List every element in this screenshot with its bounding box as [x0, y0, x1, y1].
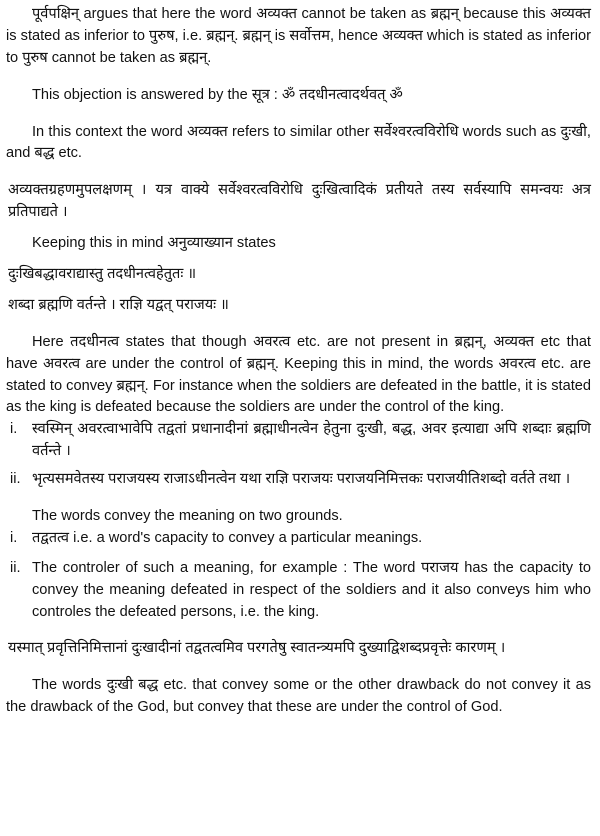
sanskrit-verse-line-2: शब्दा ब्रह्मणि वर्तन्ते । राज्ञि यद्वत् पराजयः ॥: [8, 296, 229, 313]
grounds-list: [6, 528, 591, 624]
list-item-number: i.: [10, 421, 18, 438]
list-item-number: ii.: [10, 471, 21, 488]
paragraph-anuvyakhyana: Keeping this in mind अनुव्याख्यान states: [32, 235, 276, 252]
sanskrit-passage-2: यस्मात् प्रवृत्तिनिमित्तानां दुःखादीनां तद्वतत्वमिव परगतेषु स्वातन्त्र्यमपि दुख्याद्विशब्दप्रवृत्तेः कारणम् ।: [8, 640, 506, 657]
list-item: [6, 528, 591, 550]
paragraph-conclusion: The words दुःखी बद्ध etc. that convey some or the other drawback do not convey it as the drawback of the God, but convey that these are under the control of God.: [6, 677, 591, 716]
list-item: [6, 469, 591, 491]
sanskrit-list: [6, 419, 591, 491]
paragraph-two-grounds: The words convey the meaning on two grounds.: [32, 508, 343, 525]
list-item-text: स्वस्मिन् अवरत्वाभावेपि तद्वतां प्रधानादीनां ब्रह्माधीनत्वेन हेतुना दुःखी, बद्ध, अवर इत्याद्या अपि शब्दाः ब्रह्मणि वर्तन्ते ।: [32, 421, 591, 460]
list-item-text: तद्वतत्व i.e. a word's capacity to convey a particular meanings.: [32, 529, 423, 546]
list-item-number: ii.: [10, 559, 21, 576]
paragraph-objection: पूर्वपक्षिन् argues that here the word अव्यक्त cannot be taken as ब्रह्मन् because this अव्यक्त is stated as inferior to पुरुष, i.e. ब्रह्मन्. ब्रह्मन् is सर्वोत्तम, hence अव्यक्त which is stated as inferior to पुरुष cannot be taken as ब्रह्मन्.: [6, 6, 591, 66]
sanskrit-passage-1: अव्यक्तग्रहणमुपलक्षणम् । यत्र वाक्ये सर्वेश्वरत्वविरोधि दुःखित्वादिकं प्रतीयते तस्य सर्वस्यापि समन्वयः अत्र प्रतिपाद्यते ।: [8, 182, 591, 221]
paragraph-context: In this context the word अव्यक्त refers to similar other सर्वेश्वरत्वविरोधि words such as दुःखी, and बद्ध etc.: [6, 123, 591, 162]
list-item: [6, 419, 591, 463]
paragraph-sutra: This objection is answered by the सूत्र : ॐ तदधीनत्वादर्थवत् ॐ: [32, 86, 403, 103]
list-item-text: भृत्यसमवेतस्य पराजयस्य राजाऽधीनत्वेन यथा राज्ञि पराजयः पराजयनिमित्तकः पराजयीतिशब्दो वर्तते तथा ।: [32, 471, 571, 488]
list-item-number: i.: [10, 529, 18, 546]
paragraph-explanation: Here तदधीनत्व states that though अवरत्व etc. are not present in ब्रह्मन्, अव्यक्त etc that have अवरत्व are under the control of ब्रह्मन्. Keeping this in mind, the words अवरत्व etc. are stated to convey ब्रह्मन्. For instance when the soldiers are defeated in the battle, it is stated as the king is defeated because the soldiers are under the control of the king.: [6, 333, 591, 416]
list-item-text: The controler of such a meaning, for example : The word पराजय has the capacity to convey the meaning defeated in respect of the soldiers and it also conveys him who controles the defeated persons, i.e. the king.: [32, 559, 591, 620]
list-item: [6, 558, 591, 624]
sanskrit-verse-line-1: दुःखिबद्धावराद्यास्तु तदधीनत्वहेतुतः ॥: [8, 266, 197, 283]
